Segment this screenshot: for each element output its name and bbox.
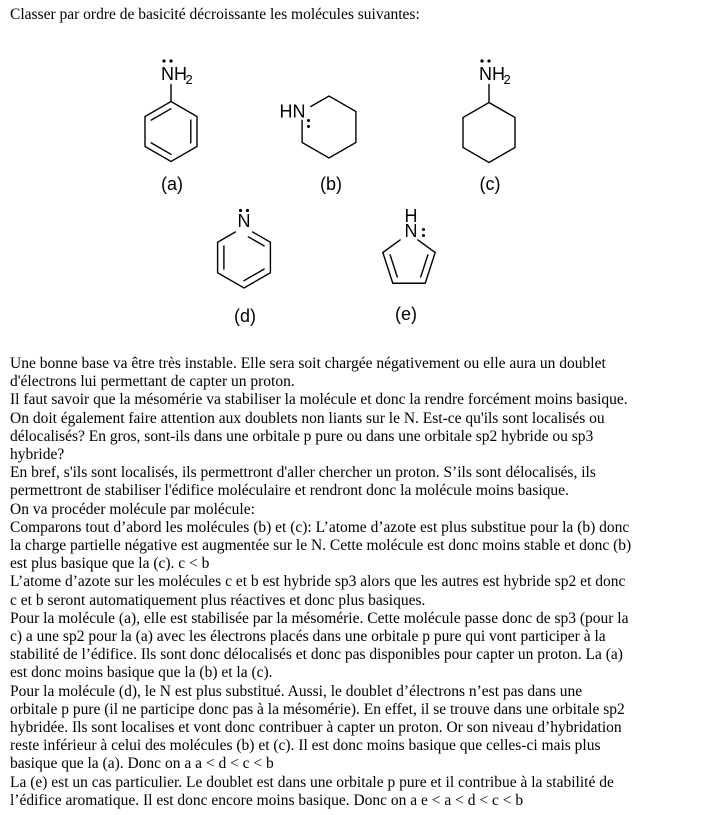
molecule-a (145, 59, 197, 194)
text-line: la charge partielle négative est augmentée sur le N. Cette molécule est donc moins stable et donc (b) (10, 537, 632, 555)
text-line: hybridée. Ils sont localises et vont donc contribuer à capter un proton. Or son niveau d’hybridation (10, 719, 622, 737)
text-line: Pour la molécule (d), le N est plus substitué. Aussi, le doublet d’électrons n’est pas dans une (10, 682, 583, 700)
text-line: Une bonne base va être très instable. Elle sera soit chargée négativement ou elle aura un doublet (10, 355, 606, 372)
explanation-text (10, 355, 705, 810)
molecule-c (463, 59, 515, 194)
text-line: l’édifice aromatique. Il est donc encore moins basique. Donc on a e < a < d < c < b (10, 791, 524, 809)
text-line: reste inférieur à celui des molécules (b) et (c). Il est donc moins basique que celles-ci mais plus (10, 737, 601, 755)
cyclohexane-ring (463, 103, 515, 163)
molecule-d (218, 209, 271, 326)
amine-group-subscript: 2 (503, 72, 511, 87)
lone-pair-dots-icon (480, 59, 490, 62)
molecule-e-label: (e) (395, 304, 417, 324)
amine-group-label: NH (161, 64, 187, 84)
lone-pair-dots-icon (422, 228, 425, 237)
amine-group-label: NH (479, 64, 505, 84)
ring-nitrogen-label: N (404, 221, 418, 241)
molecule-d-label: (d) (234, 306, 256, 326)
amine-group-subscript: 2 (185, 72, 193, 87)
lone-pair-dots-icon (307, 119, 310, 128)
piperidine-ring (302, 96, 356, 158)
molecule-a-label: (a) (161, 174, 183, 194)
text-line: hybride? (10, 446, 65, 464)
text-line: Pour la molécule (a), elle est stabilisée par la mésomérie. Cette molécule passe donc de sp3 (pour la (10, 609, 629, 627)
text-line: est plus basique que la (c). c < b (10, 555, 210, 573)
molecule-e (383, 206, 435, 324)
text-line: Comparons tout d’abord les molécules (b) et (c): L’atome d’azote est plus substitue pour la (b) donc (10, 518, 630, 536)
nh-hydrogen-label: H (404, 206, 418, 226)
text-line: Il faut savoir que la mésomérie va stabiliser la molécule et donc la rendre forcément moins basique. (10, 391, 628, 409)
double-bond (390, 255, 397, 277)
text-line: L’atome d’azote sur les molécules c et b est hybride sp3 alors que les autres est hybride sp2 et donc (10, 573, 626, 591)
pyridine-ring (218, 232, 271, 288)
amine-group-label: HN (279, 101, 306, 122)
molecule-structures (0, 55, 707, 349)
text-line: stabilité de l’édifice. Ils sont donc délocalisés et donc pas disponibles pour capter un proton. La (a) (10, 646, 623, 664)
double-bond (421, 255, 428, 277)
molecule-b-label: (b) (320, 174, 342, 194)
ring-nitrogen-label: N (237, 211, 251, 231)
text-line: basique que la (a). Donc on a a < d < c < b (10, 755, 274, 773)
lone-pair-dots-icon (162, 59, 172, 62)
text-line: c et b seront automatiquement plus réactives et donc plus basiques. (10, 591, 426, 609)
exercise-title: Classer par ordre de basicité décroissante les molécules suivantes: (10, 6, 420, 23)
text-line: La (e) est un cas particulier. Le doublet est dans une orbitale p pure et il contribue à la stabilité de (10, 773, 614, 791)
pyrrole-ring (383, 240, 435, 283)
text-line: d'électrons lui permettant de capter un proton. (10, 373, 295, 391)
double-bond (244, 269, 264, 281)
text-line: c) a une sp2 pour la (a) avec les électrons placés dans une orbitale p pure qui vont participer à la (10, 628, 606, 646)
text-line: En bref, s'ils sont localisés, ils permettront d'aller chercher un proton. S’ils sont délocalisés, ils (10, 464, 596, 482)
double-bond (248, 237, 264, 246)
text-line: On doit également faire attention aux doublets non liants sur le N. Est-ce qu'ils sont localisés ou (10, 409, 605, 427)
text-line: permettront de stabiliser l'édifice moléculaire et rendront donc la molécule moins basique. (10, 482, 569, 500)
text-line: est donc moins basique que la (b) et la (c). (10, 664, 273, 682)
text-line: délocalisés? En gros, sont-ils dans une orbitale p pure ou dans une orbitale sp2 hybride ou sp3 (10, 427, 594, 445)
molecule-c-label: (c) (479, 174, 501, 194)
molecule-b (280, 96, 356, 194)
text-line: On va procéder molécule par molécule: (10, 500, 255, 518)
benzene-ring (145, 102, 197, 162)
text-line: orbitale p pure (il ne participe donc pas à la mésomérie). En effet, il se trouve dans une orbitale sp2 (10, 700, 625, 718)
